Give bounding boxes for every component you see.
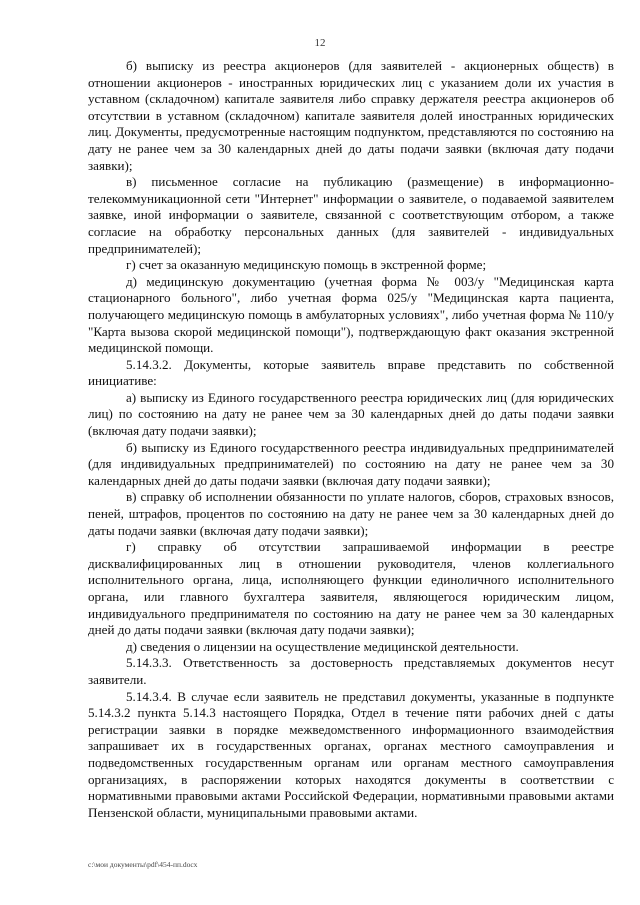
paragraph-9-g-disqualified-persons: г) справку об отсутствии запрашиваемой информации в реестре дисквалифицированных лиц в отношении руководителя, членов коллегиального исполнительного органа, лица, исполняющего функции единоличного исполнительного органа, или главного бухгалтера заявителя, являющегося юридическим лицом, индивидуального предпринимателя по состоянию на дату не ранее чем за 30 календарных дней до даты подачи заявки (включая дату подачи заявки); <box>88 539 614 638</box>
document-body <box>88 58 614 821</box>
paragraph-12-section-5-14-3-4: 5.14.3.4. В случае если заявитель не представил документы, указанные в подпункте 5.14.3.2 пункта 5.14.3 настоящего Порядка, Отдел в течение пяти рабочих дней с даты регистрации заявки в порядке межведомственного информационного взаимодействия запрашивает их в государственных органах, органах местного самоуправления и подведомственных государственным органам или органам местного самоуправления организациях, в распоряжении которых находятся документы в соответствии с нормативными правовыми актами Российской Федерации, нормативными правовыми актами Пензенской области, муниципальными правовыми актами. <box>88 688 614 820</box>
paragraph-11-section-5-14-3-3: 5.14.3.3. Ответственность за достоверность представляемых документов несут заявители. <box>88 655 614 687</box>
paragraph-2-v-written-consent: в) письменное согласие на публикацию (размещение) в информационно-телекоммуникационной сети "Интернет" информации о заявителе, о подаваемой заявителем заявке, иной информации о заявителе, связанной с соответствующим отбором, а также согласие на обработку персональных данных (для заявителей - индивидуальных предпринимателей); <box>88 174 614 256</box>
paragraph-4-d-medical-documentation: д) медицинскую документацию (учетная форма № 003/у "Медицинская карта стационарного больного", либо учетная форма 025/у "Медицинская карта пациента, получающего медицинскую помощь в амбулаторных условиях", либо учетная форма № 110/у "Карта вызова скорой медицинской помощи"), подтверждающую факт оказания экстренной медицинской помощи. <box>88 273 614 356</box>
footer-file-path: c:\мои документы\pdf\454-пп.docx <box>88 860 198 869</box>
paragraph-1-b-shareholder-register: б) выписку из реестра акционеров (для заявителей - акционерных обществ) в отношении акционеров - иностранных юридических лиц с указанием доли их участия в уставном (складочном) капитале заявителя либо справку держателя реестра акционеров об отсутствии в уставном (складочном) капитале заявителя долей иностранных юридических лиц. Документы, предусмотренные настоящим подпунктом, представляются по состоянию на дату не ранее чем за 30 календарных дней до даты подачи заявки (включая дату подачи заявки); <box>88 58 614 173</box>
page-number: 12 <box>314 37 326 49</box>
paragraph-7-b-entrepreneurs-register: б) выписку из Единого государственного реестра индивидуальных предпринимателей (для индивидуальных предпринимателей) по состоянию на дату не ранее чем за 30 календарных дней до даты подачи заявки (включая дату подачи заявки); <box>88 439 614 488</box>
paragraph-10-d-license: д) сведения о лицензии на осуществление медицинской деятельности. <box>126 638 519 654</box>
paragraph-3-g-invoice: г) счет за оказанную медицинскую помощь в экстренной форме; <box>126 257 487 273</box>
paragraph-8-v-tax-certificate: в) справку об исполнении обязанности по уплате налогов, сборов, страховых взносов, пеней, штрафов, процентов по состоянию на дату не ранее чем за 30 календарных дней до даты подачи заявки (включая дату подачи заявки); <box>88 489 614 538</box>
paragraph-5-section-5-14-3-2: 5.14.3.2. Документы, которые заявитель вправе представить по собственной инициативе: <box>88 356 614 389</box>
paragraph-6-a-legal-entities-register: а) выписку из Единого государственного реестра юридических лиц (для юридических лиц) по состоянию на дату не ранее чем за 30 календарных дней до даты подачи заявки (включая дату подачи заявки); <box>88 389 614 439</box>
